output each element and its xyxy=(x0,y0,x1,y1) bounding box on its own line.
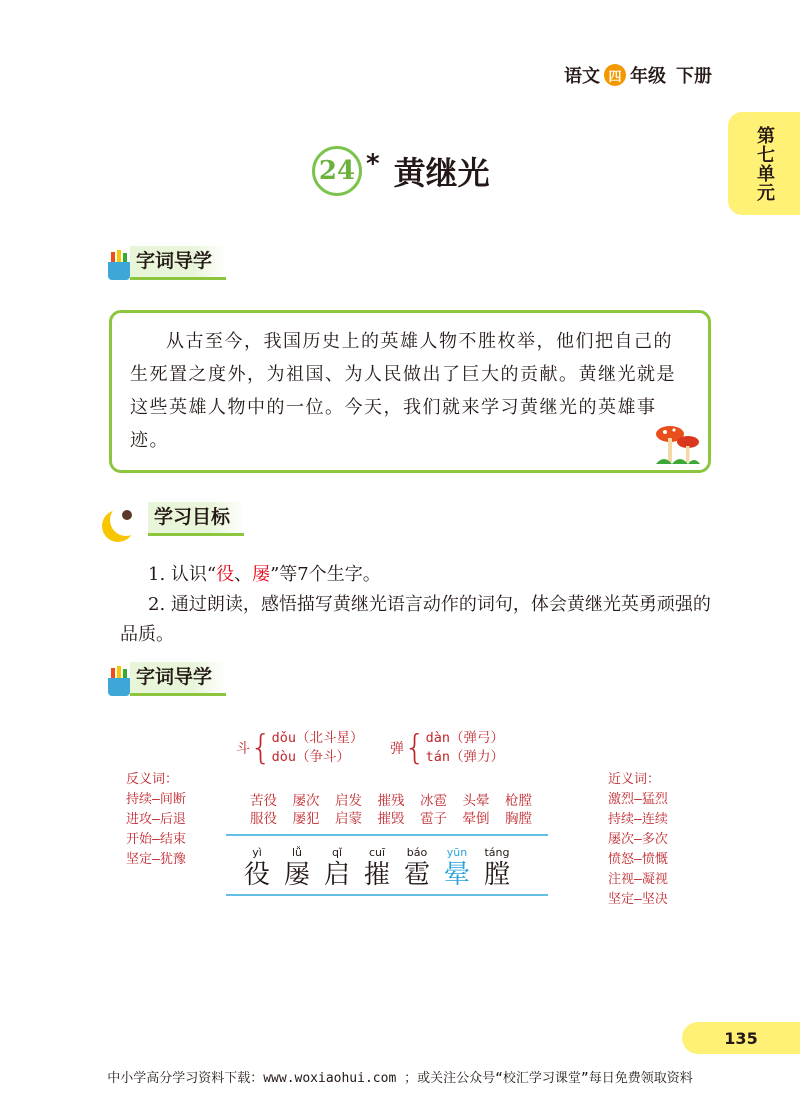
goal-text: 、 xyxy=(234,564,253,585)
volume-label: 下册 xyxy=(676,66,712,87)
polyphone-dan xyxy=(390,728,504,768)
char-glyph: 役 xyxy=(244,860,271,890)
subject-label: 语文 xyxy=(564,66,600,87)
word: 屡次 xyxy=(292,793,320,809)
goal-key-char: 屡 xyxy=(252,564,271,585)
unit-tab-label: 第七单元 xyxy=(754,125,775,202)
word: 启发 xyxy=(335,793,362,809)
char-pinyin: lǚ xyxy=(291,846,303,859)
lesson-title xyxy=(312,146,490,196)
polyphone-reading: dàn（弹弓） xyxy=(425,730,505,746)
antonym-item: 坚定—犹豫 xyxy=(126,852,186,867)
char-glyph: 晕 xyxy=(444,860,471,890)
char-glyph: 启 xyxy=(324,860,351,890)
polyphone-char: 弹 xyxy=(390,741,404,757)
synonym-item: 注视—凝视 xyxy=(608,872,668,887)
grade-badge: 四 xyxy=(604,64,626,86)
pencil-cup-icon xyxy=(108,250,130,280)
goal-text: ”等7个生字。 xyxy=(270,564,381,585)
new-character-row xyxy=(244,846,510,890)
word: 苦役 xyxy=(250,793,277,809)
char-glyph: 屡 xyxy=(284,860,311,890)
word: 雹子 xyxy=(420,811,447,827)
antonym-list xyxy=(126,770,186,870)
new-char xyxy=(404,846,430,890)
lesson-mark: * xyxy=(366,149,380,179)
unit-tab xyxy=(728,112,800,215)
word: 头晕 xyxy=(462,793,490,809)
divider-line xyxy=(226,834,548,836)
grade-label: 年级 xyxy=(630,66,666,87)
section-title: 字词导学 xyxy=(130,662,226,696)
book-header xyxy=(564,62,712,88)
synonym-heading: 近义词： xyxy=(608,772,661,787)
word: 摧毁 xyxy=(377,811,405,827)
section-title: 字词导学 xyxy=(130,246,226,280)
char-pinyin: yūn xyxy=(446,846,468,859)
char-pinyin: qǐ xyxy=(331,846,343,859)
footer-notice: 中小学高分学习资料下载：www.woxiaohui.com ；或关注公众号“校汇学习课堂”每日免费领取资料 xyxy=(107,1071,693,1086)
polyphone-reading: tán（弹力） xyxy=(425,749,505,765)
word: 胸膛 xyxy=(505,811,532,827)
word: 枪膛 xyxy=(505,793,532,809)
antonym-item: 开始—结束 xyxy=(126,832,186,847)
word: 晕倒 xyxy=(462,811,490,827)
char-pinyin: báo xyxy=(406,846,428,859)
char-pinyin: táng xyxy=(484,846,510,859)
synonym-item: 持续—连续 xyxy=(608,812,668,827)
synonym-item: 愤怒—愤慨 xyxy=(608,852,668,867)
antonym-heading: 反义词： xyxy=(126,772,179,787)
new-char xyxy=(284,846,310,890)
synonym-item: 坚定—坚决 xyxy=(608,892,668,907)
word: 启蒙 xyxy=(335,811,362,827)
new-char xyxy=(484,846,510,890)
goal-item: 2. 通过朗读，感悟描写黄继光语言动作的词句，体会黄继光英勇顽强的品质。 xyxy=(120,594,711,645)
new-char xyxy=(244,846,270,890)
brace-icon: { xyxy=(250,728,272,768)
char-pinyin: cuī xyxy=(368,846,386,859)
polyphone-char: 斗 xyxy=(236,741,250,757)
section-heading-vocab-intro xyxy=(108,246,226,280)
section-heading-goals xyxy=(108,500,244,536)
new-char xyxy=(324,846,350,890)
brace-icon: { xyxy=(404,728,426,768)
divider-line xyxy=(226,894,548,896)
word: 服役 xyxy=(250,811,277,827)
learning-goals xyxy=(120,560,720,650)
page-number-tab xyxy=(682,1022,800,1054)
word-row xyxy=(250,792,532,810)
word-grid xyxy=(250,792,532,828)
word: 摧残 xyxy=(377,793,405,809)
char-glyph: 雹 xyxy=(404,860,431,890)
section-title: 学习目标 xyxy=(148,502,244,536)
page-number: 135 xyxy=(724,1028,758,1048)
pencil-cup-icon xyxy=(108,666,130,696)
intro-box xyxy=(109,310,711,473)
moon-icon xyxy=(108,500,148,536)
goal-text: 1. 认识“ xyxy=(148,564,217,585)
synonym-item: 屡次—多次 xyxy=(608,832,668,847)
antonym-item: 进攻—后退 xyxy=(126,812,186,827)
synonym-list xyxy=(608,770,668,910)
section-heading-vocab xyxy=(108,662,226,696)
polyphone-reading: dòu（争斗） xyxy=(271,749,351,765)
polyphone-dou xyxy=(236,728,364,768)
char-glyph: 摧 xyxy=(364,860,391,890)
polyphone-reading: dǒu（北斗星） xyxy=(271,730,364,746)
mushroom-icon xyxy=(650,420,706,468)
intro-paragraph: 从古至今，我国历史上的英雄人物不胜枚举，他们把自己的生死置之度外，为祖国、为人民做出了巨大的贡献。黄继光就是这些英雄人物中的一位。今天，我们就来学习黄继光的英雄事迹。 xyxy=(130,331,676,451)
word-row xyxy=(250,810,532,828)
goal-key-char: 役 xyxy=(216,564,235,585)
antonym-item: 持续—间断 xyxy=(126,792,186,807)
synonym-item: 激烈—猛烈 xyxy=(608,792,668,807)
lesson-title-text: 黄继光 xyxy=(393,154,490,192)
new-char xyxy=(364,846,390,890)
word: 屡犯 xyxy=(292,811,320,827)
char-pinyin: yì xyxy=(252,846,262,859)
lesson-number-badge: 24 xyxy=(312,146,362,196)
char-glyph: 膛 xyxy=(484,860,511,890)
word: 冰雹 xyxy=(420,793,447,809)
goal-item xyxy=(120,560,720,590)
new-char-highlighted xyxy=(444,846,470,890)
